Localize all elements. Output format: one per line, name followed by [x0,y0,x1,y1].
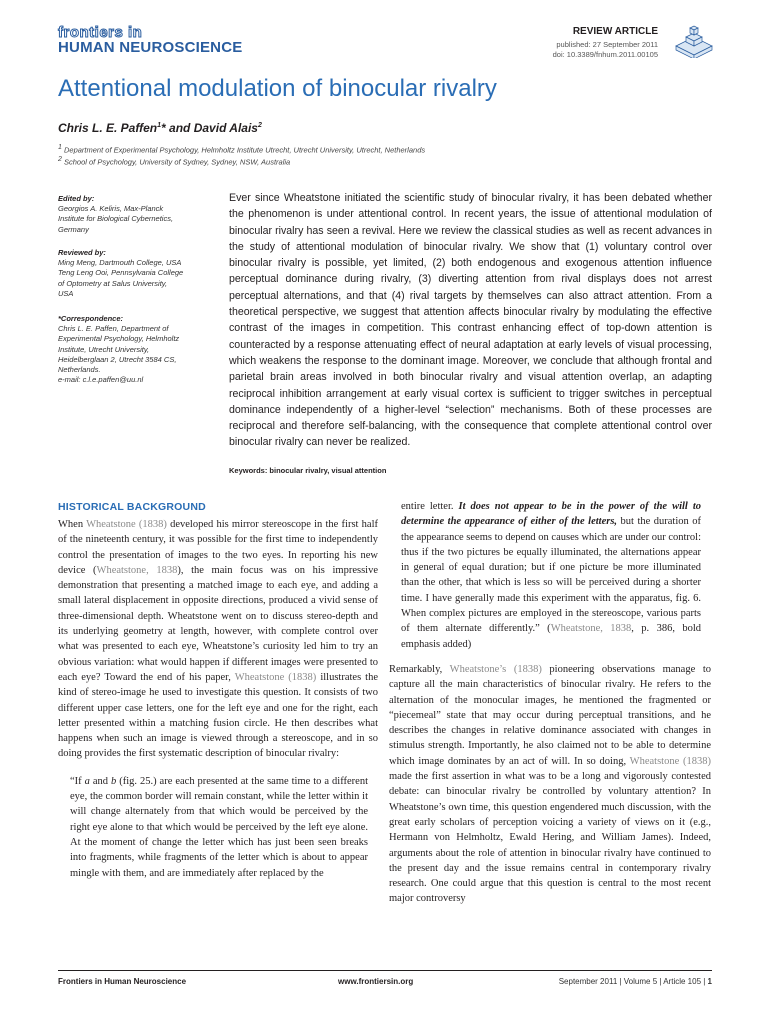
author-2-affil: 2 [257,122,262,129]
editor-line: Institute for Biological Cybernetics, [58,214,174,224]
block-quote-continued [401,499,701,652]
correspondence-line: Netherlands. [58,365,101,375]
text-run: “If [70,775,85,787]
reviewer-line: Teng Leng Ooi, Pennsylvania College [58,268,184,278]
page-number: 1 [707,977,712,986]
affiliation-2-text: School of Psychology, University of Sydney, Sydney, NSW, Australia [64,157,291,167]
text-run: made the first assertion in what was to be a long and vigorously contested debate: can binocular rivalry be controlled by voluntary attention? In Wheatstone’s own time, this question engendered much discussion, with the great early scholars of perception voicing a variety of views on it (e.g., Hermann von Helmholtz, Ewald Hering, and William James). Indeed, arguments about the role of attention in binocular rivalry have continued to the present day and the issue remains central in contemporary rivalry research. One could argue that this question is central to the most recent major controversy [389,771,711,905]
article-type: REVIEW ARTICLE [572,26,658,37]
body-column-right [389,499,711,907]
correspondence-label: *Correspondence: [58,314,124,323]
editor-line: Germany [58,224,89,234]
affiliation-1 [58,144,425,155]
correspondence-line: Heidelberglaan 2, Utrecht 3584 CS, [58,354,177,364]
paragraph [58,517,378,762]
affiliation-1-number: 1 [58,144,62,151]
footer-journal: Frontiers in Human Neuroscience [58,977,187,986]
paragraph [389,662,711,907]
author-1[interactable]: Chris L. E. Paffen [58,121,158,135]
article-title: Attentional modulation of binocular rivalry [58,75,497,102]
italic-letter: b [110,775,117,787]
footer-issue [559,977,712,986]
keywords: Keywords: binocular rivalry, visual attention [229,466,387,475]
affiliation-1-text: Department of Experimental Psychology, Helmholtz Institute Utrecht, Utrecht University, Utrecht, Netherlands [64,145,426,155]
text-run: illustrates the kind of stereo-image he used to investigate this question. It consists of two different upper case letters, one for the left eye and one for the right, each letter presented within a matching fusion circle. He then describes what happens when such an image is viewed through a stereoscope, and in so doing provides the first systematic description of binocular rivalry: [58,671,379,760]
citation-link[interactable]: Wheatstone (1838) [629,755,711,767]
text-run: but the duration of the appearance seems to depend on causes which are under our control: thus if the two pictures be equally illuminated, the alternations appear in general of equal duration; but if one picture be more illuminated than the other, that which is less so will be perceived during a shorter time. I have generally made this experiment with the apparatus, fig. 6. When complex pictures are employed in the stereoscope, various parts of them alternate differently.” ( [401,516,702,635]
footer-url[interactable]: www.frontiersin.org [338,977,414,986]
affiliation-2-number: 2 [58,156,62,163]
text-run: (fig. 25.) are each presented at the same time to a different eye, the common border will remain constant, while the letter within it will change alternately from that which would be perceived by the right eye alone to that which would be perceived by the left eye alone. At the moment of change the letter which has just been seen breaks into fragments, while fragments of the letter which is about to appear mingle with them, and are immediately after replaced by the [70,775,368,879]
text-run: ), the main focus was on his impressive demonstration that presenting a matched image to each eye, and adding a small lateral displacement in opposite directions, produced a vivid sense of three-dimensional depth. Wheatstone went on to discuss stereo-depth and its underlying geometry at length, however, with complete control over what was presented to each eye, Wheatstone’s curiosity led him to try an obvious variation: what would happen if different images were presented to each eye? Toward the end of his paper, [58,564,379,683]
journal-logo-line1: frontiers in [58,24,143,41]
published-date: published: 27 September 2011 [556,40,658,49]
abstract: Ever since Wheatstone initiated the scientific study of binocular rivalry, it has been debated whether the phenomenon is under attentional control. In recent years, the issue of attentional modulation of binocular rivalry has seen a revival. Here we review the classical studies as well as recent advances in the study of attentional modulation of binocular rivalry. We show that (1) voluntary control over binocular rivalry is possible, yet limited, (2) both endogenous and exogenous attention influence perceptual dominance during rivalry, (3) diverting attention from rival displays does not arrest perceptual alternations, and that (4) rival targets by themselves can also attract attention. From a theoretical perspective, we suggest that attention affects binocular rivalry by modulating the effective contrast of the images in competition. This contrast enhancing effect of top-down attention is counteracted by a response attenuating effect of neural adaptation at early levels of visual processing, which weakens the response to the dominant image. Moreover, we conclude that although frontal and parietal brain areas involved in both binocular rivalry and visual attention overlap, an adapting reciprocal inhibition arrangement at early visual cortex is sufficient to trigger switches in perceptual dominance independently of a higher-level “selection” mechanisms. Both of these processes are reciprocal and therefore self-balancing, with the consequence that complete attentional control over binocular rivalry can never be realized. [229,192,712,449]
frontiers-cube-icon [672,22,716,58]
text-run: Remarkably, [389,663,450,675]
text-run: pioneering observations manage to capture all the main characteristics of binocular rivalry. He refers to the alternation of the monocular images, he mentioned the fragmented or “piecemeal” state that may occur during perceptual transitions, and he describes the changes in relative dominance associated with changes in stimulus strength. Importantly, he also claimed not to be able to determine which image dominates by an act of will. In so doing, [389,663,711,767]
citation-link[interactable]: Wheatstone, 1838 [96,564,178,576]
author-separator: * and [161,121,194,135]
text-run: , p. 386, bold emphasis added) [401,623,702,650]
citation-link[interactable]: Wheatstone, 1838 [550,623,632,635]
author-1-affil: 1 [157,122,162,129]
correspondence-email[interactable]: e-mail: c.l.e.paffen@uu.nl [58,375,144,385]
reviewed-by-label: Reviewed by: [58,248,106,257]
emphasis-text: It does not appear to be in the power of the will to determine the appearance of either of the letters, [401,501,701,528]
edited-by-label: Edited by: [58,194,95,203]
text-run: entire letter. [401,501,459,512]
author-list [58,121,262,135]
journal-logo-line2: HUMAN NEUROSCIENCE [58,39,243,56]
correspondence-line: Chris L. E. Paffen, Department of [58,324,169,334]
footer-divider [58,970,712,971]
citation-link[interactable]: Wheatstone (1838) [234,671,317,683]
block-quote [70,774,368,881]
text-run: and [89,775,111,787]
correspondence-line: Institute, Utrecht University, [58,344,150,354]
footer-issue-text: September 2011 | Volume 5 | Article 105 | [558,977,708,986]
section-heading: HISTORICAL BACKGROUND [58,501,206,513]
reviewer-line: of Optometry at Salus University, [58,278,168,288]
body-column-left [58,517,378,881]
correspondence-line: Experimental Psychology, Helmholtz [58,334,180,344]
reviewer-line: USA [58,288,74,298]
editor-line: Georgios A. Keliris, Max-Planck [58,204,164,214]
citation-link[interactable]: Wheatstone’s (1838) [449,663,542,675]
publication-info [553,40,658,60]
doi: doi: 10.3389/fnhum.2011.00105 [552,50,658,59]
text-run: When [58,519,87,530]
reviewer-line: Ming Meng, Dartmouth College, USA [58,258,182,268]
italic-letter: a [84,775,90,787]
citation-link[interactable]: Wheatstone (1838) [86,519,167,530]
author-2[interactable]: David Alais [193,121,258,135]
edited-by-block [58,194,218,235]
affiliation-2 [58,156,290,167]
reviewed-by-block [58,248,218,299]
text-run: developed his mirror stereoscope in the first half of the nineteenth century, it was possible for the first time to independently control the presentation of images to the two eyes. In reporting his new device ( [58,519,378,576]
correspondence-block [58,314,218,385]
